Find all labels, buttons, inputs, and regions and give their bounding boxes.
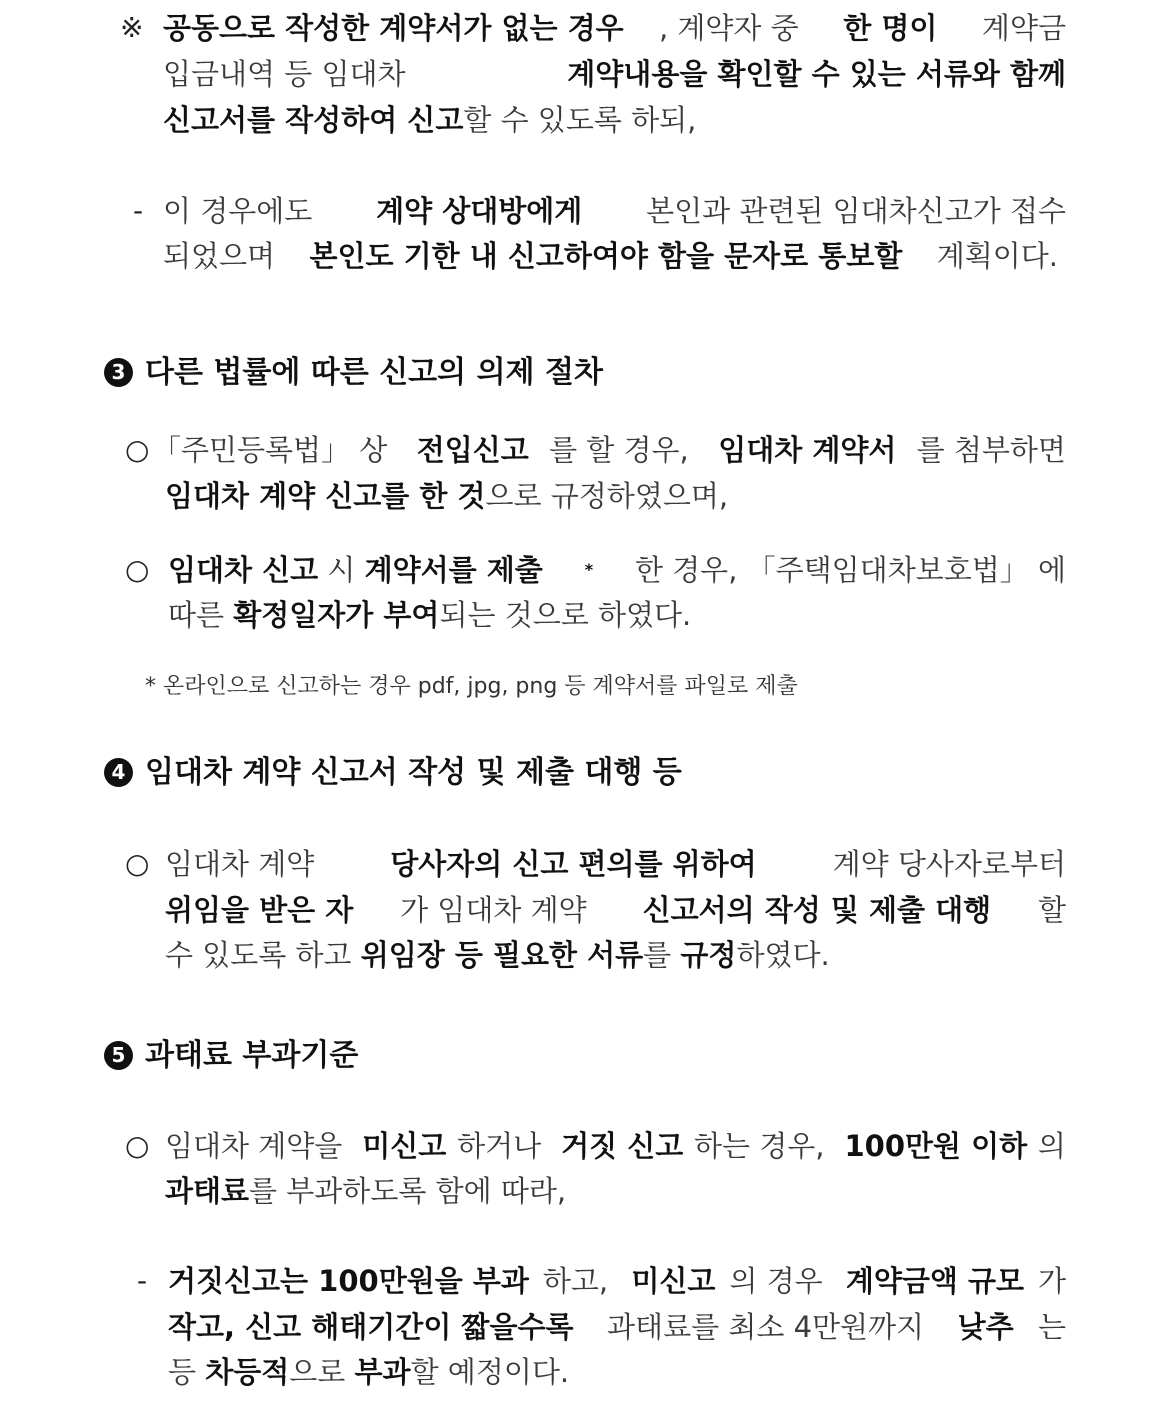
circle-bullet: ○ (125, 847, 150, 880)
s6-l1-run-1: 미신고 (362, 1129, 447, 1163)
circled-number-4: 4 (104, 758, 133, 787)
footnote-asterisk: * (584, 560, 594, 579)
s3-line-2 (165, 478, 728, 514)
s7-l2-run-3: 는 (1037, 1310, 1066, 1344)
s5-l2-run-1: 가 임대차 계약 (400, 893, 596, 927)
dash-bullet: - (137, 1264, 148, 1297)
s4-l1a-run-0: 임대차 신고 (168, 553, 319, 587)
dash-bullet: - (133, 194, 144, 227)
s5-l1-run-1: 당사자의 신고 편의를 위하여 (390, 847, 757, 881)
s7-line-3 (168, 1354, 569, 1390)
s2-l2-run-2: 계획이다. (927, 239, 1058, 273)
s5-l3-run-3: 규정 (680, 938, 737, 972)
s4-line-2 (168, 597, 691, 633)
s6-l2-run-1: 를 부과하도록 함에 따라, (249, 1174, 567, 1208)
s2-l2-run-1: 본인도 기한 내 신고하여야 함을 문자로 통보할 (309, 239, 903, 273)
s5-l2-run-3: 할 (1037, 893, 1066, 927)
circled-number-3: 3 (104, 358, 133, 387)
s4-l2-run-0: 따른 (168, 598, 234, 632)
s1-l1-run-3: 계약금 (972, 11, 1066, 45)
s6-l1-run-5: 100만원 이하 (844, 1129, 1028, 1163)
circle-bullet: ○ (125, 553, 150, 586)
s7-l2-run-2: 낮추 (957, 1310, 1014, 1344)
s5-l2-run-2: 신고서의 작성 및 제출 대행 (642, 893, 992, 927)
s4-l1b-run-0: 한 경우, 「주택임대차보호법」 에 (634, 553, 1066, 587)
s1-l3-run-1: 할 수 있도록 하되, (463, 103, 697, 137)
s5-line-3 (165, 937, 830, 973)
section-heading-5 (104, 1037, 358, 1075)
s5-l3-run-0: 수 있도록 하고 (165, 938, 361, 972)
s7-l3-run-2: 으로 (289, 1355, 355, 1389)
s6-l2-run-0: 과태료 (165, 1174, 250, 1208)
s5-l1-run-0: 임대차 계약 (165, 847, 324, 881)
s6-l1-run-6: 의 (1037, 1129, 1066, 1163)
s1-line-3 (163, 102, 696, 138)
s3-l1-run-1: 전입신고 (416, 433, 529, 467)
s4-l1a-run-1: 시 (318, 553, 365, 587)
s6-l1-run-3: 거짓 신고 (561, 1129, 684, 1163)
s3-line-1 (152, 432, 1066, 468)
s6-l1-run-2: 하거나 (457, 1129, 551, 1163)
s5-line-1 (165, 846, 1066, 882)
section-heading-3 (104, 354, 603, 392)
reference-mark: ※ (120, 11, 144, 44)
circle-bullet: ○ (125, 1129, 150, 1162)
s4-line-1-part-b (635, 552, 1066, 595)
s7-l1-run-3: 의 경우 (729, 1264, 832, 1298)
s3-l2-run-1: 으로 규정하였으며, (485, 479, 729, 513)
s4-line-1-part-a (168, 552, 543, 595)
s6-line-1 (165, 1128, 1066, 1164)
s5-l2-run-0: 위임을 받은 자 (165, 893, 354, 927)
s4-l2-run-1: 확정일자가 부여 (233, 598, 440, 632)
s7-l1-run-5: 가 (1037, 1264, 1066, 1298)
s5-l3-run-1: 위임장 등 필요한 서류 (360, 938, 644, 972)
s4-l2-run-2: 되는 것으로 하였다. (439, 598, 692, 632)
s6-line-2 (165, 1173, 566, 1209)
s1-l1-run-0: 공동으로 작성한 계약서가 없는 경우 (163, 11, 624, 45)
heading-4-title: 임대차 계약 신고서 작성 및 제출 대행 등 (145, 755, 682, 790)
s7-l2-run-0: 작고, 신고 해태기간이 짧을수록 (168, 1310, 574, 1344)
s4-l1a-run-2: 계약서를 제출 (364, 553, 543, 587)
s2-line-1 (163, 193, 1066, 229)
section-heading-4 (104, 754, 682, 792)
s1-l2-run-1: 계약내용을 확인할 수 있는 서류와 함께 (567, 57, 1066, 91)
s5-l3-run-4: 하였다. (736, 938, 830, 972)
s6-l1-run-4: 하는 경우, (694, 1129, 834, 1163)
s7-l3-run-3: 부과 (354, 1355, 411, 1389)
s3-l2-run-0: 임대차 계약 신고를 한 것 (165, 479, 486, 513)
s5-l3-run-2: 를 (643, 938, 681, 972)
footnote: * 온라인으로 신고하는 경우 pdf, jpg, png 등 계약서를 파일로 제출 (145, 674, 798, 699)
s1-l1-run-2: 한 명이 (843, 11, 938, 45)
s7-line-1 (168, 1263, 1066, 1299)
s7-l1-run-4: 계약금액 규모 (845, 1264, 1024, 1298)
heading-5-title: 과태료 부과기준 (145, 1038, 359, 1073)
s3-l1-run-0: 「주민등록법」 상 (152, 433, 397, 467)
s2-l1-run-1: 계약 상대방에게 (376, 194, 583, 228)
s3-l1-run-2: 를 할 경우, (549, 433, 698, 467)
s3-l1-run-3: 임대차 계약서 (718, 433, 897, 467)
s1-l2-run-0: 입금내역 등 임대차 (163, 57, 415, 91)
s7-l1-run-2: 미신고 (631, 1264, 716, 1298)
s7-l2-run-1: 과태료를 최소 4만원까지 (597, 1310, 934, 1344)
s2-line-2 (163, 238, 1058, 274)
s7-l1-run-0: 거짓신고는 100만원을 부과 (168, 1264, 529, 1298)
s5-line-2 (165, 892, 1066, 928)
s1-l3-run-0: 신고서를 작성하여 신고 (163, 103, 464, 137)
s7-l3-run-1: 차등적 (205, 1355, 290, 1389)
s1-l1-run-1: , 계약자 중 (658, 11, 808, 45)
s2-l1-run-2: 본인과 관련된 임대차신고가 접수 (636, 194, 1066, 228)
s6-l1-run-0: 임대차 계약을 (165, 1129, 352, 1163)
s7-l3-run-4: 할 예정이다. (410, 1355, 570, 1389)
s7-l1-run-1: 하고, (542, 1264, 618, 1298)
s1-line-2 (163, 56, 1066, 92)
s4-line-1 (168, 552, 1066, 595)
s2-l1-run-0: 이 경우에도 (163, 194, 322, 228)
s5-l1-run-2: 계약 당사자로부터 (823, 847, 1066, 881)
s2-l2-run-0: 되었으며 (163, 239, 285, 273)
s7-line-2 (168, 1309, 1066, 1345)
s3-l1-run-4: 를 첨부하면 (916, 433, 1066, 467)
heading-3-title: 다른 법률에 따른 신고의 의제 절차 (145, 355, 603, 390)
s7-l3-run-0: 등 (168, 1355, 206, 1389)
s1-line-1 (163, 10, 1066, 46)
circle-bullet: ○ (125, 433, 150, 466)
circled-number-5: 5 (104, 1041, 133, 1070)
